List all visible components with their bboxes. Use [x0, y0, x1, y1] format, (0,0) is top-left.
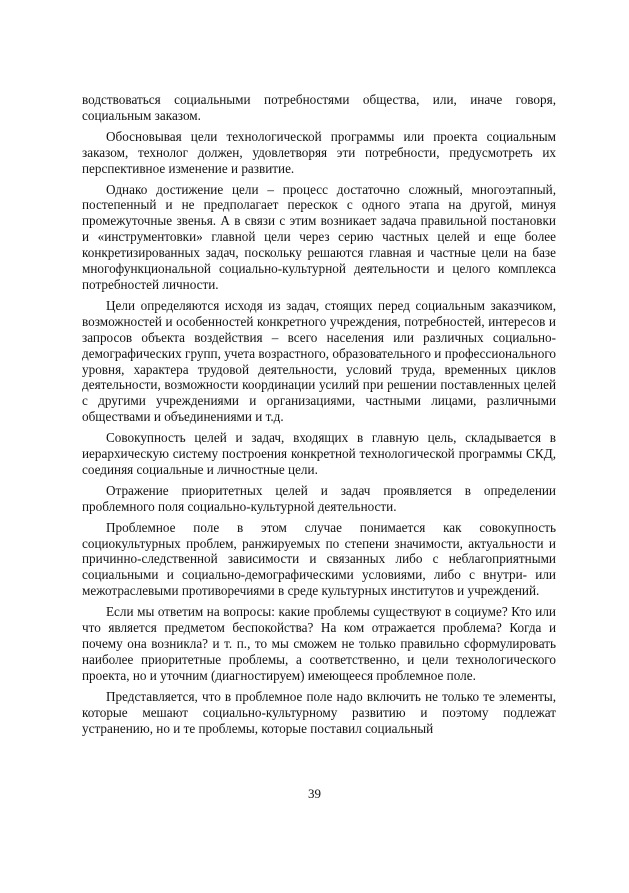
paragraph-4: Цели определяются исходя из задач, стоящих перед социальным заказчиком, возможностей и особенностей конкретного учреждения, потребностей, интересов и запросов объекта воздействия – всего населения или различных социально-демографических групп, учета возрастного, образовательного и профессионального уровня, характера трудовой деятельности, условий труда, временных циклов деятельности, возможности координации усилий при решении поставленных целей с другими учреждениями и организациями, частными лицами, различными обществами и объединениями и т.д.: [82, 297, 556, 425]
paragraph-1: водствоваться социальными потребностями общества, или, иначе говоря, социальным заказом.: [82, 92, 556, 123]
paragraph-5: Совокупность целей и задач, входящих в главную цель, складывается в иерархическую систему построения конкретной технологической программы СКД, соединяя социальные и личностные цели.: [82, 430, 556, 477]
page-number: 39: [308, 786, 321, 801]
paragraph-2: Обосновывая цели технологической программы или проекта социальным заказом, технолог должен, удовлетворяя эти потребности, предусмотреть их перспективное изменение и развитие.: [82, 128, 556, 176]
paragraph-8: Если мы ответим на вопросы: какие проблемы существуют в социуме? Кто или что является предметом беспокойства? На ком отражается проблема? Когда и почему она возникла? и т. п., то мы сможем не только правильно сформулировать наиболее приоритетные проблемы, а соответственно, и цели технологического проекта, но и уточним (диагностируем) имеющееся проблемное поле.: [82, 604, 556, 683]
paragraph-6: Отражение приоритетных целей и задач проявляется в определении проблемного поля социально-культурной деятельности.: [82, 482, 556, 514]
paragraph-9: Представляется, что в проблемное поле надо включить не только те элементы, которые мешают социально-культурному развитию и поэтому подлежат устранению, но и те проблемы, которые поставил социальный: [82, 688, 556, 736]
paragraph-7: Проблемное поле в этом случае понимается как совокупность социокультурных проблем, ранжируемых по степени значимости, актуальности и причинно-следственной зависимости и связанных либо с неблагоприятными социальными и социально-демографическими условиями, либо с внутри- или межотраслевыми противоречиями в среде культурных институтов и учреждений.: [82, 519, 556, 599]
paragraph-3: Однако достижение цели – процесс достаточно сложный, многоэтапный, постепенный и не предполагает перескок с одного этапа на другой, минуя промежуточные звенья. А в связи с этим возникает задача правильной постановки и «инструментовки» главной цели через серию частных целей и еще более конкретизированных задач, поскольку решаются главная и частные цели на базе многофункциональной социально-культурной деятельности и целого комплекса потребностей личности.: [82, 181, 556, 292]
body-text: [82, 92, 556, 741]
